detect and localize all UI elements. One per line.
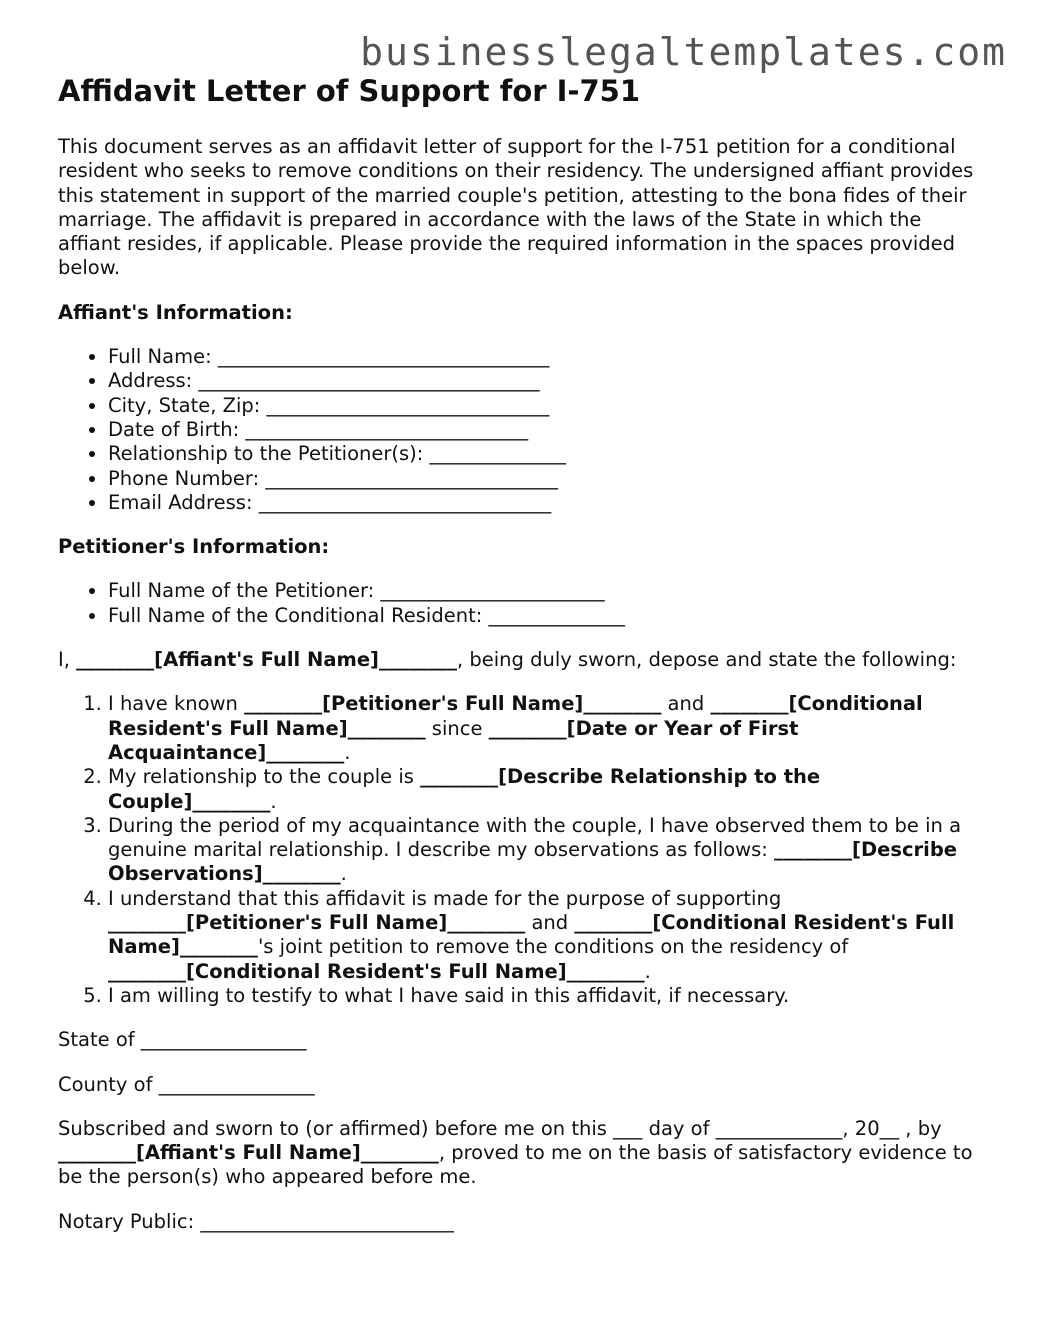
statement-text: My relationship to the couple is [108, 765, 421, 789]
statement-text: and [661, 692, 711, 716]
affiant-name-placeholder[interactable]: ________[Affiant's Full Name]________ [76, 648, 457, 672]
conditional-resident-name-placeholder[interactable]: ________[Conditional Resident's Full Name]________ [108, 959, 645, 983]
statement-text: . [344, 740, 351, 764]
statement-text: 's joint petition to remove the conditions on the residency of [257, 935, 849, 959]
county-field[interactable]: County of ________________ [58, 1072, 315, 1096]
affiant-city-state-zip-field[interactable]: • City, State, Zip: _____________________________ [108, 394, 988, 418]
oath-prefix: I, [58, 648, 77, 672]
petitioner-info-list [58, 579, 988, 628]
watermark: businesslegaltemplates.com [360, 30, 1007, 74]
statement-text: . [340, 862, 347, 886]
affiant-address-field[interactable]: • Address: ___________________________________ [108, 369, 988, 393]
petitioner-name-placeholder[interactable]: ________[Petitioner's Full Name]________ [108, 911, 526, 935]
state-field[interactable]: State of _________________ [58, 1028, 307, 1052]
statement-item [108, 984, 988, 1008]
statement-text: I am willing to testify to what I have said in this affidavit, if necessary. [108, 983, 790, 1007]
document-title: Affidavit Letter of Support for I-751 [58, 74, 641, 108]
affiant-full-name-field[interactable]: • Full Name: __________________________________ [108, 345, 988, 369]
petitioner-full-name-field[interactable]: • Full Name of the Petitioner: _______________________ [108, 579, 988, 603]
affiant-info-list [58, 345, 988, 515]
oath-suffix: , being duly sworn, depose and state the following: [456, 648, 957, 672]
statement-text: . [644, 959, 651, 983]
intro-paragraph: This document serves as an affidavit letter of support for the I-751 petition for a conditional resident who seeks to remove conditions on their residency. The undersigned affiant provides this statement in support of the married couple's petition, attesting to the bona fides of their marriage. The affidavit is prepared in accordance with the laws of the State in which the affiant resides, if applicable. Please provide the required information in the spaces provided below. [58, 135, 974, 280]
statement-item [108, 692, 988, 765]
statement-item [108, 887, 988, 984]
statement-item [108, 765, 988, 814]
statements-list [58, 692, 988, 1008]
first-acquaintance-date-placeholder[interactable]: ________[Date or Year of First Acquaintance]________ [108, 716, 799, 764]
affiant-relationship-field[interactable]: • Relationship to the Petitioner(s): ______________ [108, 442, 988, 466]
statement-text: and [525, 911, 575, 935]
observations-placeholder[interactable]: ________[Describe Observations]________ [108, 838, 958, 886]
oath-paragraph [58, 648, 988, 672]
conditional-resident-name-placeholder[interactable]: ________[Conditional Resident's Full Name]________ [108, 911, 955, 959]
affiant-phone-field[interactable]: • Phone Number: ______________________________ [108, 467, 988, 491]
petitioner-name-placeholder[interactable]: ________[Petitioner's Full Name]________ [244, 692, 662, 716]
statement-text: since [425, 716, 489, 740]
statement-text: During the period of my acquaintance with the couple, I have observed them to be in a genuine marital relationship. I describe my observations as follows: [108, 813, 962, 862]
statement-item [108, 814, 988, 887]
sworn-text: , proved to me on the basis of satisfactory evidence to be the person(s) who appeared before me. [58, 1141, 973, 1189]
statement-text: I understand that this affidavit is made for the purpose of supporting [108, 886, 782, 910]
affiant-email-field[interactable]: • Email Address: ______________________________ [108, 491, 988, 515]
relationship-placeholder[interactable]: ________[Describe Relationship to the Couple]________ [108, 765, 821, 813]
affiant-name-placeholder[interactable]: ________[Affiant's Full Name]________ [58, 1141, 439, 1165]
statement-text: I have known [108, 692, 245, 716]
statement-text: . [270, 789, 277, 813]
notary-public-field[interactable]: Notary Public: __________________________ [58, 1209, 454, 1233]
affiant-date-of-birth-field[interactable]: • Date of Birth: _____________________________ [108, 418, 988, 442]
document-page [58, 68, 988, 1234]
affiant-info-heading: Affiant's Information: [58, 300, 293, 324]
conditional-resident-name-placeholder[interactable]: ________[Conditional Resident's Full Name]________ [108, 692, 923, 740]
petitioner-info-heading: Petitioner's Information: [58, 535, 330, 559]
sworn-text: Subscribed and sworn to (or affirmed) before me on this ___ day of _____________, 20__ , by [58, 1116, 942, 1140]
conditional-resident-name-field[interactable]: • Full Name of the Conditional Resident: ______________ [108, 604, 988, 628]
sworn-paragraph [58, 1117, 988, 1190]
